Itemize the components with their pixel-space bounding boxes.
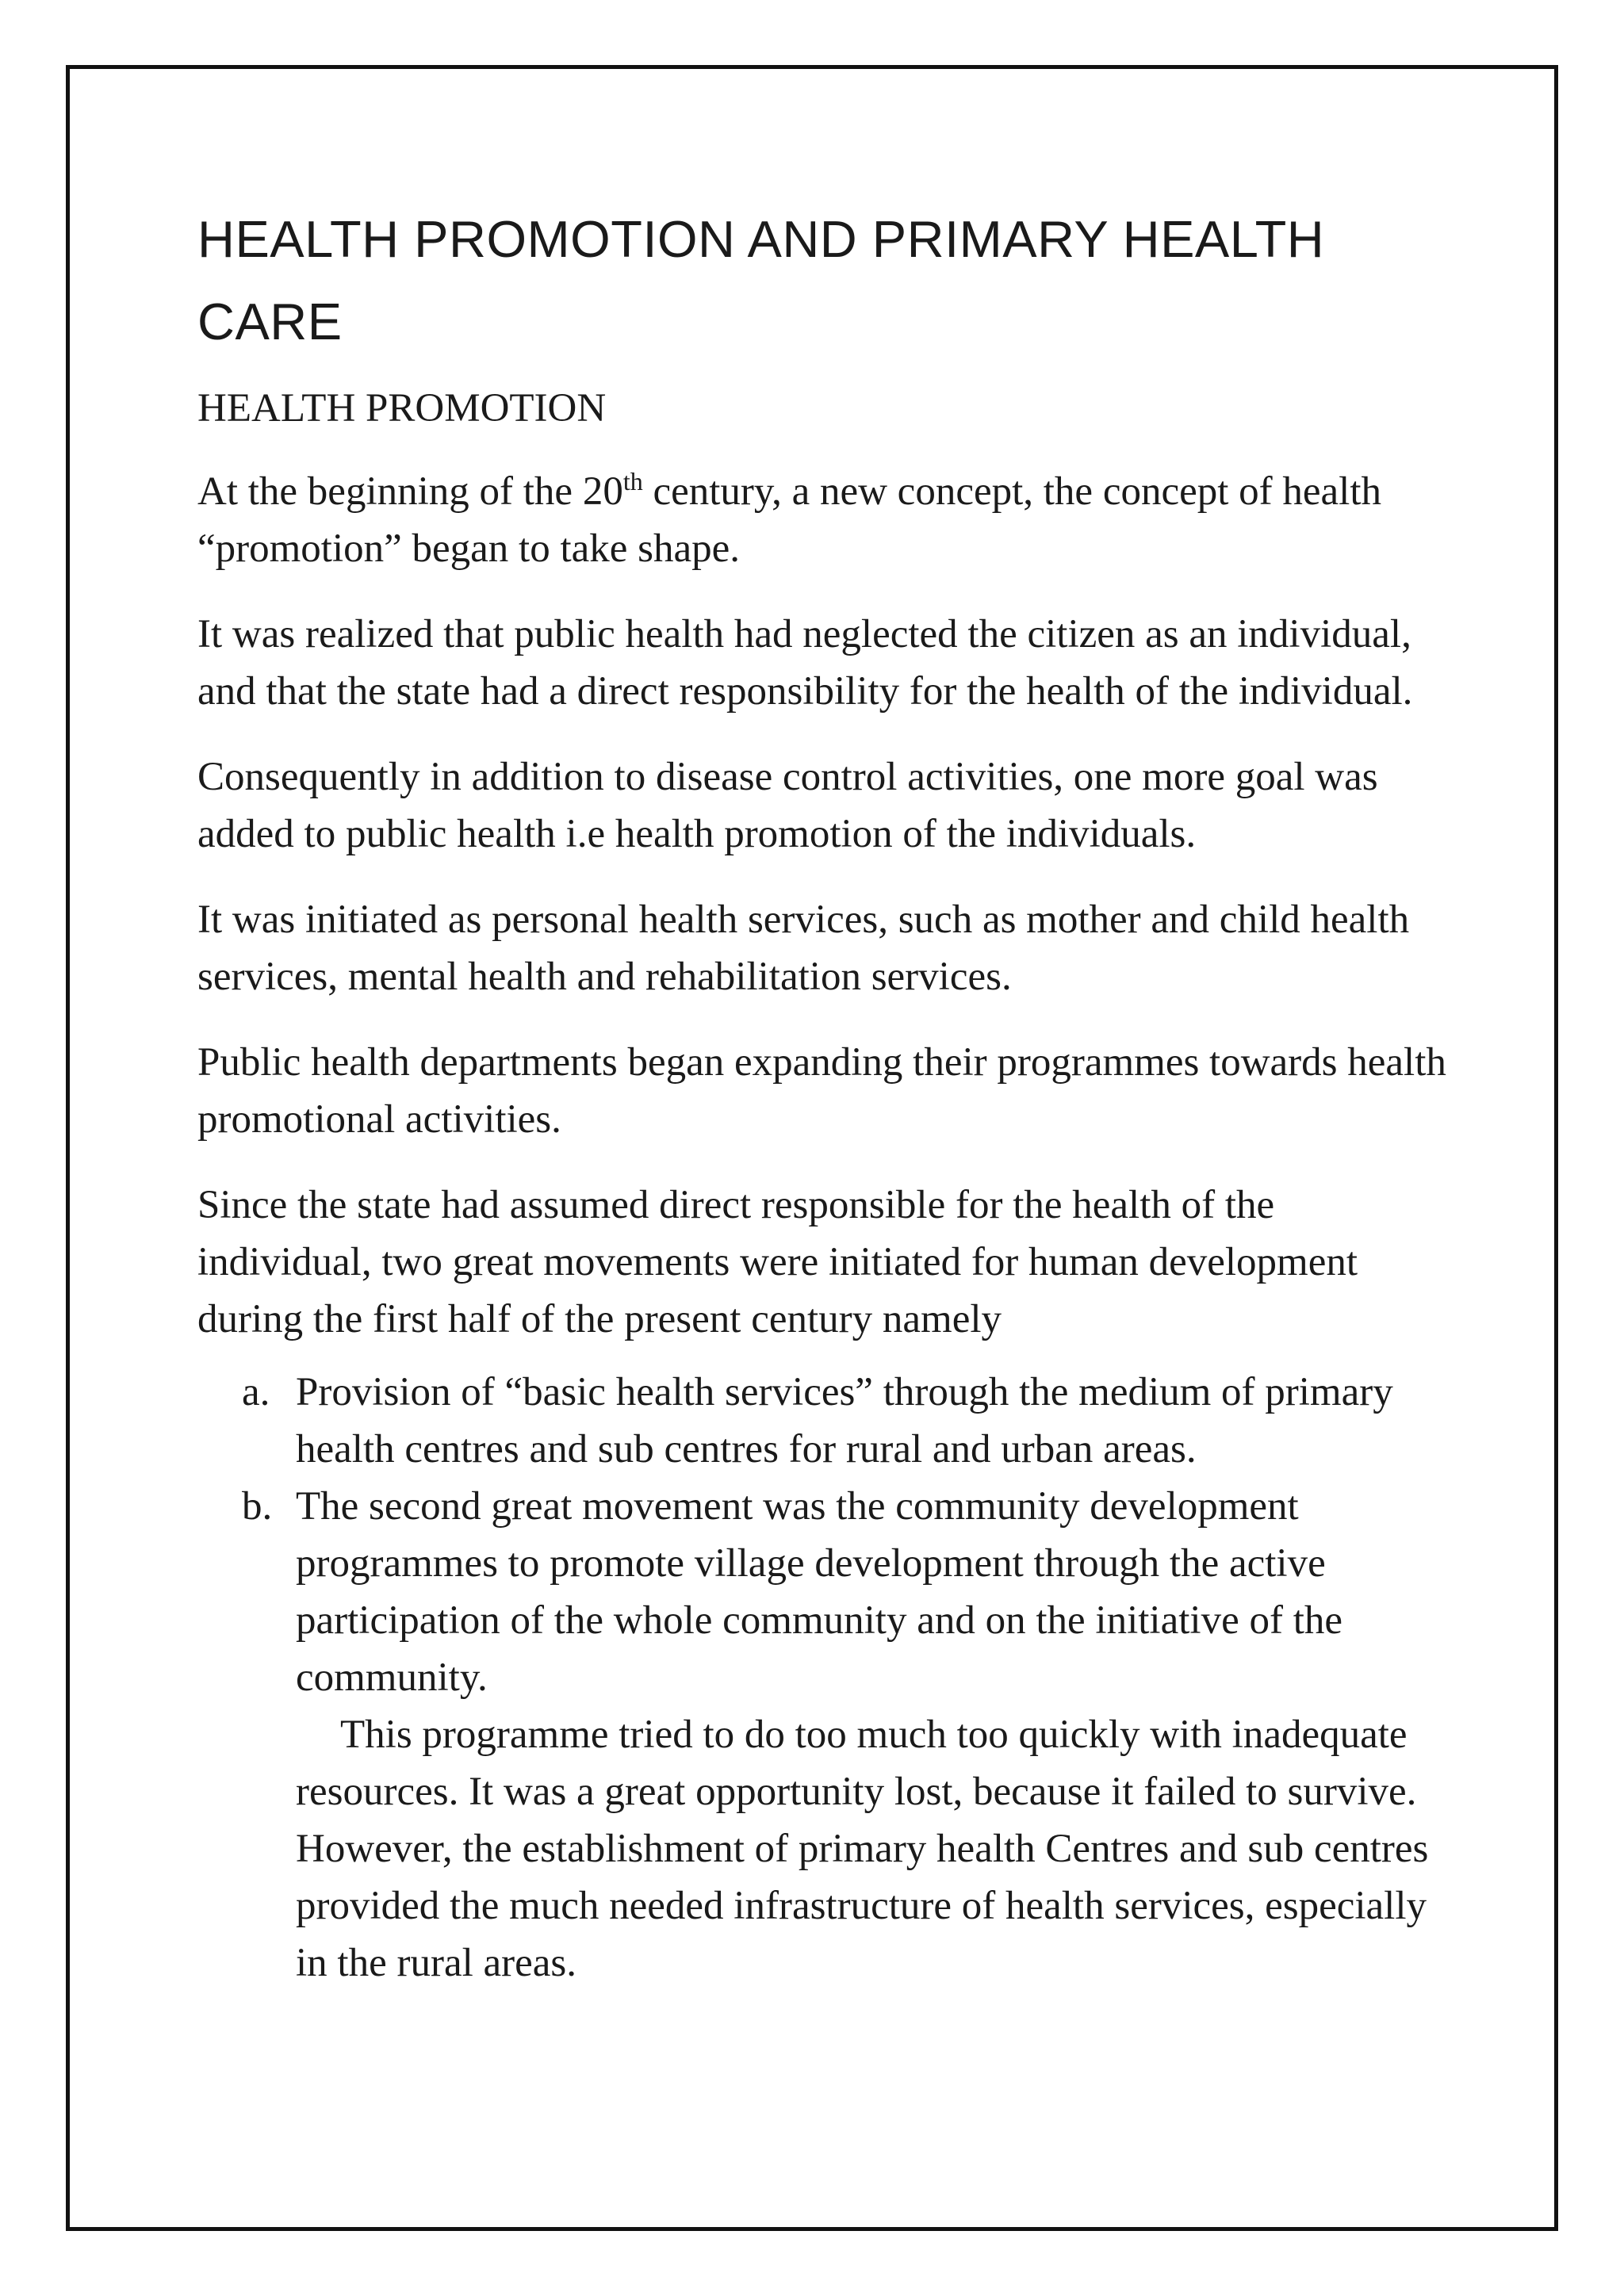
list-item-text: The second great movement was the community development programmes to promote village development through the active participation of the whole community and on the initiative of the community. — [296, 1484, 1342, 1700]
document-title: HEALTH PROMOTION AND PRIMARY HEALTH CARE — [197, 210, 1325, 350]
paragraph-additional-goal: Consequently in addition to disease control activities, one more goal was added to public health i.e health promotion of the individuals. — [197, 755, 1378, 856]
paragraph-intro-start: At the beginning of the 20 — [197, 469, 623, 514]
paragraph-state-responsibility: It was realized that public health had neglected the citizen as an individual, and that the state had a direct responsibility for the health of the individual. — [197, 612, 1413, 714]
paragraph-intro — [197, 463, 1450, 577]
paragraph-personal-services: It was initiated as personal health services, such as mother and child health services, mental health and rehabilitation services. — [197, 897, 1410, 999]
paragraph-programme-outcome: This programme tried to do too much too quickly with inadequate resources. It was a great opportunity lost, because it failed to survive. However, the establishment of primary health Centres and sub centres provided the much needed infrastructure of health services, especially in the rural areas. — [296, 1712, 1429, 1985]
list-item — [197, 1364, 1450, 1478]
movements-list — [197, 1364, 1450, 1706]
paragraph-intro-end: century, a new concept, the concept of health “promotion” began to take shape. — [197, 469, 1381, 571]
section-heading: HEALTH PROMOTION — [197, 386, 607, 430]
ordinal-superscript: th — [622, 467, 643, 496]
list-marker: a. — [242, 1370, 270, 1414]
paragraph-departments: Public health departments began expanding their programmes towards health promotional activities. — [197, 1040, 1446, 1142]
list-marker: b. — [242, 1484, 273, 1529]
list-item-text: Provision of “basic health services” through the medium of primary health centres and sub centres for rural and urban areas. — [296, 1370, 1393, 1471]
paragraph-movements: Since the state had assumed direct responsible for the health of the individual, two great movements were initiated for human development during the first half of the present century namely — [197, 1183, 1358, 1341]
list-item — [197, 1478, 1450, 1706]
document-body — [197, 198, 1450, 1992]
